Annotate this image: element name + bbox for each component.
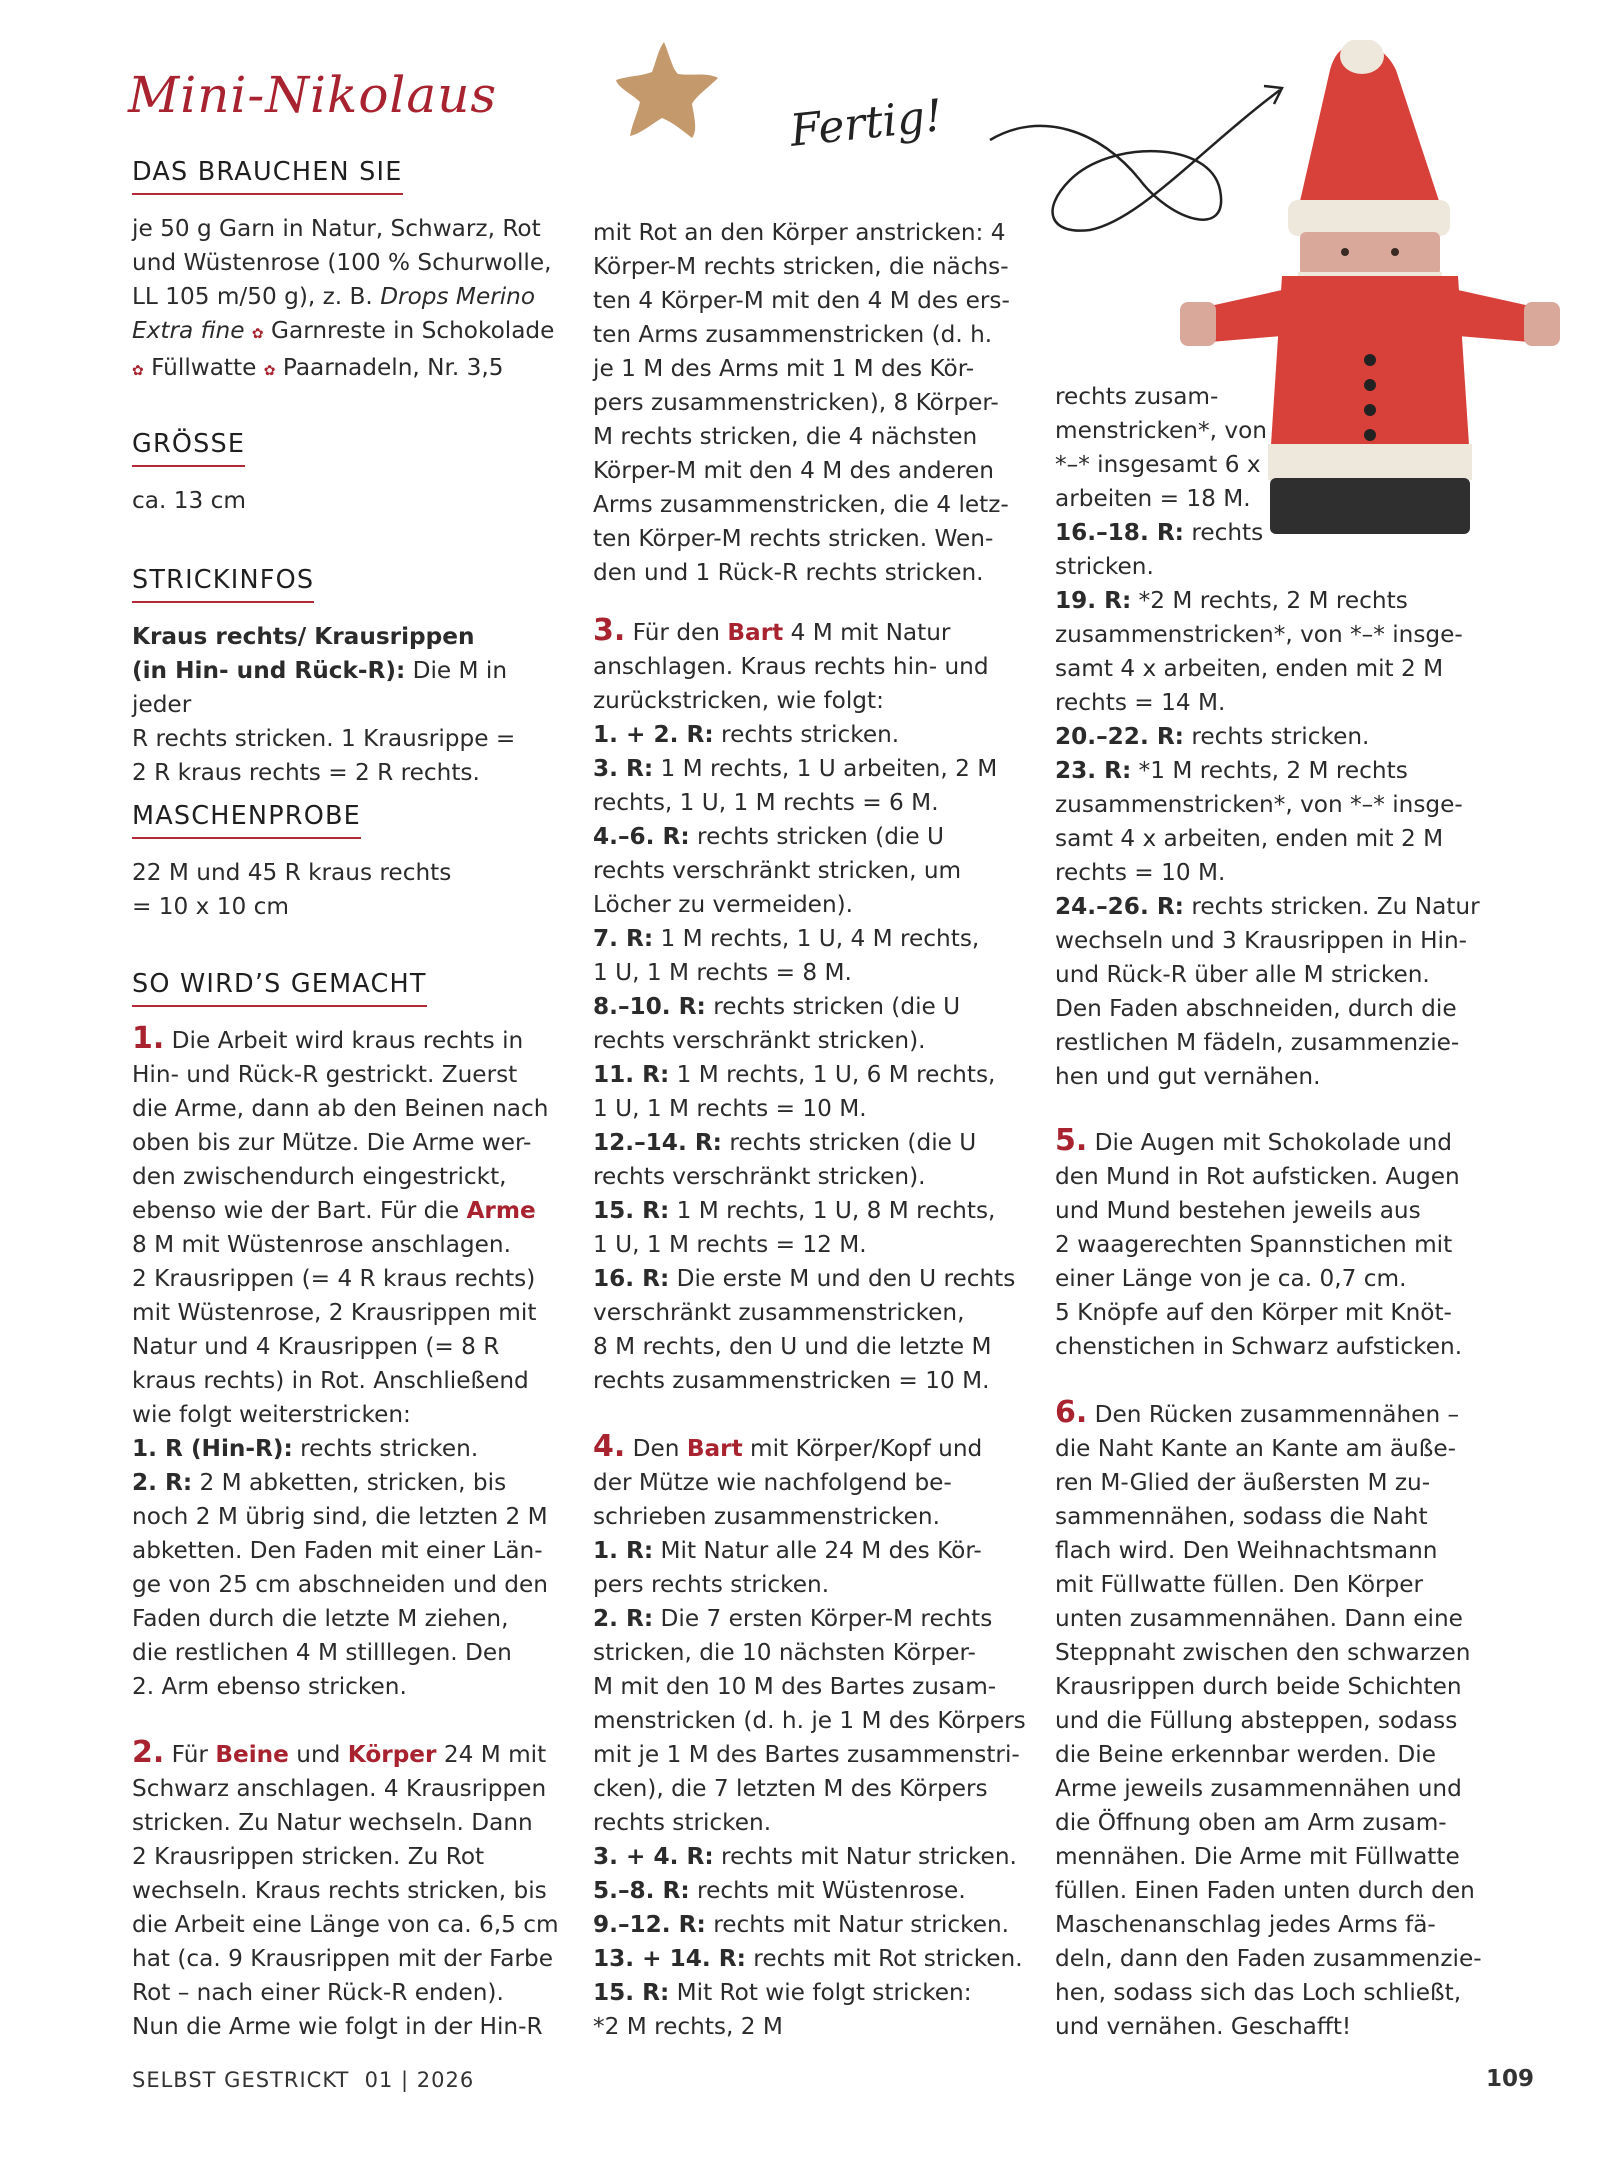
star-icon xyxy=(612,38,722,143)
page-number: 109 xyxy=(1486,2066,1535,2092)
step-3: 3. Für den Bart 4 M mit Natur anschlagen. Kraus rechts hin- und zurückstricken, wie folgt: 1. + 2. R: rechts stricken. 3. R: 1 M rechts, 1 U arbeiten, 2 M rechts, 1 U, 1 M rechts = 6 M. 4.–6. R: rechts stricken (die U rechts verschränkt stricken, um Löcher zu vermeiden). 7. R: 1 M rechts, 1 U, 4 M rechts, 1 U, 1 M rechts = 8 M. 8.–10. R: rechts stricken (die U rechts verschränkt stricken). 11. R: 1 M rechts, 1 U, 6 M rechts, 1 U, 1 M rechts = 10 M. 12.–14. R: rechts stricken (die U rechts verschränkt stricken). 15. R: 1 M rechts, 1 U, 8 M rechts, 1 U, 1 M rechts = 12 M. 16. R: Die erste M und den U rechts verschränkt zusammenstricken, 8 M rechts, den U und die letzte M rechts zusammenstricken = 10 M. xyxy=(593,613,1016,1394)
heading-strickinfos: STRICKINFOS xyxy=(132,564,314,603)
footer-magazine: SELBST GESTRICKT 01 | 2026 xyxy=(132,2068,475,2092)
step-2: 2. Für Beine und Körper 24 M mit Schwarz anschlagen. 4 Krausrippen stricken. Zu Natur wechseln. Dann 2 Krausrippen stricken. Zu Rot wechseln. Kraus rechts stricken, bis die Arbeit eine Länge von ca. 6,5 cm hat (ca. 9 Krausrippen mit der Farbe Rot – nach einer Rück-R enden). Nun die Arme wie folgt in der Hin-R xyxy=(132,1735,559,2040)
step-4-continued: rechts zusam- menstricken*, von *–* insgesamt 6 x arbeiten = 18 M. 16.–18. R: rechts stricken. 19. R: *2 M rechts, 2 M rechts zusammenstricken*, von *–* insge- samt 4 x arbeiten, enden mit 2 M rechts = 14 M. 20.–22. R: rechts stricken. 23. R: *1 M rechts, 2 M rechts zusammenstricken*, von *–* insge- samt 4 x arbeiten, enden mit 2 M rechts = 10 M. 24.–26. R: rechts stricken. Zu Natur wechseln und 3 Krausrippen in Hin- und Rück-R über alle M stricken. Den Faden abschneiden, durch die restlichen M fädeln, zusammenzie- hen und gut vernähen. xyxy=(1055,383,1480,1090)
step-5: 5. Die Augen mit Schokolade und den Mund in Rot aufsticken. Augen und Mund bestehen jeweils aus 2 waagerechten Spannstichen mit einer Länge von je ca. 0,7 cm. 5 Knöpfe auf den Körper mit Knöt- chenstichen in Schwarz aufsticken. xyxy=(1055,1123,1463,1360)
heading-gemacht: SO WIRD’S GEMACHT xyxy=(132,968,427,1007)
step-6: 6. Den Rücken zusammennähen – die Naht Kante an Kante am äuße- ren M-Glied der äußersten M zu- sammennähen, sodass die Naht flach wird. Den Weihnachtsmann mit Füllwatte füllen. Den Körper unten zusammennähen. Dann eine Steppnaht zwischen den schwarzen Krausrippen durch beide Schichten und die Füllung absteppen, sodass die Beine erkennbar werden. Die Arme jeweils zusammennähen und die Öffnung oben am Arm zusam- mennähen. Die Arme mit Füllwatte füllen. Einen Faden unten durch den Maschenanschlag jedes Arms fä- deln, dann den Faden zusammenzie- hen, sodass sich das Loch schließt, und vernähen. Geschafft! xyxy=(1055,1395,1482,2040)
bullet-icon: ✿ xyxy=(263,363,276,379)
step-4: 4. Den Bart mit Körper/Kopf und der Mütze wie nachfolgend be- schrieben zusammenstricken. 1. R: Mit Natur alle 24 M des Kör- pers rechts stricken. 2. R: Die 7 ersten Körper-M rechts stricken, die 10 nächsten Körper- M mit den 10 M des Bartes zusam- menstricken (d. h. je 1 M des Körpers mit je 1 M des Bartes zusammenstri- cken), die 7 letzten M des Körpers rechts stricken. 3. + 4. R: rechts mit Natur stricken. 5.–8. R: rechts mit Wüstenrose. 9.–12. R: rechts mit Natur stricken. 13. + 14. R: rechts mit Rot stricken. 15. R: Mit Rot wie folgt stricken: *2 M rechts, 2 M xyxy=(593,1429,1026,2040)
maschenprobe-text: 22 M und 45 R kraus rechts = 10 x 10 cm xyxy=(132,859,452,920)
step-2-continued: mit Rot an den Körper anstricken: 4 Körper-M rechts stricken, die nächs- ten 4 Körper-M mit den 4 M des ers- ten Arms zusammenstricken (d. h. je 1 M des Arms mit 1 M des Kör- pers zusammenstricken), 8 Körper- M rechts stricken, die 4 nächsten Körper-M mit den 4 M des anderen Arms zusammenstricken, die 4 letz- ten Körper-M rechts stricken. Wen- den und 1 Rück-R rechts stricken. xyxy=(593,219,1010,586)
strickinfos-text: Kraus rechts/ Krausrippen (in Hin- und Rück-R): Die M in jeder R rechts stricken. 1 Krausrippe = 2 R kraus rechts = 2 R rechts. xyxy=(132,623,516,786)
page-title: Mini-Nikolaus xyxy=(128,66,498,124)
size-text: ca. 13 cm xyxy=(132,487,246,514)
heading-brauchen: DAS BRAUCHEN SIE xyxy=(132,156,403,195)
materials-list: je 50 g Garn in Natur, Schwarz, Rot und Wüstenrose (100 % Schurwolle, LL 105 m/50 g), z. B. Drops Merino Extra fine ✿ Garnreste in Schokolade ✿ Füllwatte ✿ Paarnadeln, Nr. 3,5 xyxy=(132,212,572,388)
heading-groesse: GRÖSSE xyxy=(132,428,245,467)
heading-maschenprobe: MASCHENPROBE xyxy=(132,800,361,839)
bullet-icon: ✿ xyxy=(132,363,144,379)
fertig-label: Fertig! xyxy=(787,90,946,157)
bullet-icon: ✿ xyxy=(251,326,264,342)
step-1: 1. Die Arbeit wird kraus rechts in Hin- und Rück-R gestrickt. Zuerst die Arme, dann ab den Beinen nach oben bis zur Mütze. Die Arme wer- den zwischendurch eingestrickt, ebenso wie der Bart. Für die Arme 8 M mit Wüstenrose anschlagen. 2 Krausrippen (= 4 R kraus rechts) mit Wüstenrose, 2 Krausrippen mit Natur und 4 Krausrippen (= 8 R kraus rechts) in Rot. Anschließend wie folgt weiterstricken: 1. R (Hin-R): rechts stricken. 2. R: 2 M abketten, stricken, bis noch 2 M übrig sind, die letzten 2 M abketten. Den Faden mit einer Län- ge von 25 cm abschneiden und den Faden durch die letzte M ziehen, die restlichen 4 M stilllegen. Den 2. Arm ebenso stricken. xyxy=(132,1021,549,1700)
